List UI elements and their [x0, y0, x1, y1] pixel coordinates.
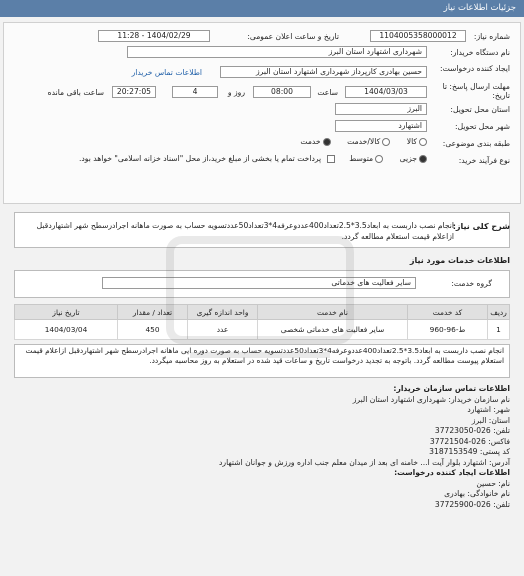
process-radio-group: [79, 154, 427, 163]
days-field: 4: [172, 86, 218, 98]
cell-qty: 450: [118, 320, 188, 340]
treasury-checkbox[interactable]: [327, 154, 335, 163]
category-option-service[interactable]: خدمت: [300, 137, 330, 146]
summary-label: شرح کلی نیاز:: [452, 222, 510, 231]
radio-icon[interactable]: [375, 155, 383, 163]
buyer-label: نام دستگاه خریدار:: [450, 48, 510, 57]
category-label: طبقه بندی موضوعی:: [442, 139, 510, 148]
radio-icon[interactable]: [382, 138, 390, 146]
contact-line: کد پستی: 3187153549: [429, 447, 510, 456]
city-field: اشتهارد: [335, 120, 427, 132]
col-row: ردیف: [488, 305, 510, 320]
service-group-label: گروه خدمت:: [451, 279, 492, 288]
contact-line: استان: البرز: [471, 415, 510, 425]
buyer-field: شهرداری اشتهارد استان البرز: [127, 46, 427, 58]
days-label: روز و: [227, 88, 245, 97]
deadline-time-label: ساعت: [317, 88, 338, 97]
creator-contact-title: اطلاعات ایجاد کننده درخواست:: [394, 468, 510, 477]
contact-line: آدرس: اشتهارد بلوار آیت ا... خامنه ای بعد از میدان معلم جنب اداره ورزش و جوانان اشتهارد: [219, 457, 510, 467]
radio-selected-icon[interactable]: [323, 138, 331, 146]
watermark-logo: [150, 220, 370, 380]
remain-label: ساعت باقی مانده: [47, 88, 104, 97]
creator-line: نام خانوادگی: بهادری: [444, 489, 510, 498]
summary-text: انجام نصب داربست به ابعاد3.5*2.5تعداد400عددوعرفه4*3تعداد50عددتسویه حساب به صورت ماهانه اجرادرسطح شهر اشتهاردقبل ازاعلام قیمت استعلام مطالعه گردد.: [36, 221, 454, 241]
service-group-field: سایر فعالیت های خدماتی: [102, 277, 416, 289]
contact-line: تلفن: 026-37723050: [434, 426, 510, 435]
process-option-medium[interactable]: متوسط: [349, 154, 383, 163]
contact-block: [14, 384, 510, 510]
cell-row: 1: [488, 320, 510, 340]
contact-line: نام سازمان خریدار: شهرداری اشتهارد استان البرز: [352, 394, 510, 404]
cell-unit: عدد: [188, 320, 258, 340]
process-option-minor[interactable]: جزیی: [400, 154, 427, 163]
page-title: جزئیات اطلاعات نیاز: [443, 3, 516, 13]
col-unit: واحد اندازه گیری: [188, 305, 258, 320]
col-name: نام خدمت: [258, 305, 408, 320]
deadline-time-field: 08:00: [253, 86, 311, 98]
services-section-title: اطلاعات خدمات مورد نیاز: [409, 256, 510, 265]
need-number-label: شماره نیاز:: [473, 32, 510, 41]
treasury-note: پرداخت تمام یا بخشی از مبلغ خرید،از محل "اسناد خزانه اسلامی" خواهد بود.: [78, 154, 322, 163]
cell-code: ط-96-960: [408, 320, 488, 340]
contact-line: فاکس: 026-37721504: [429, 436, 510, 446]
city-label: شهر محل تحویل:: [455, 122, 510, 131]
radio-selected-icon[interactable]: [419, 155, 427, 163]
col-date: تاریخ نیاز: [15, 305, 118, 320]
deadline-date-field: 1404/03/03: [345, 86, 427, 98]
checkbox-icon[interactable]: [327, 155, 335, 163]
deadline-label: مهلت ارسال پاسخ: تا تاریخ:: [442, 82, 510, 100]
creator-label: ایجاد کننده درخواست:: [440, 64, 510, 73]
cell-date: 1404/03/04: [15, 320, 118, 340]
buyer-contact-link[interactable]: اطلاعات تماس خریدار: [131, 68, 202, 77]
col-qty: تعداد / مقدار: [118, 305, 188, 320]
creator-field: حسین بهادری کارپرداز شهرداری اشتهارد استان البرز: [220, 66, 427, 78]
province-label: استان محل تحویل:: [450, 105, 510, 114]
buyer-notes-text: انجام نصب داربست به ابعاد3.5*2.5تعداد400عددوعرفه4*3تعداد50عددتسویه حساب به صورت دوره ایی ماهانه اجرادرسطح شهر اشتهاردقبل ازاعلام قیمت استعلام پیوست مطالعه گردد. باتوجه به تجدید درخواست تاریخ و ساعات قید شده در استعلام به روز محاسبه میگردد.: [25, 346, 504, 365]
announce-field: 1404/02/29 - 11:28: [98, 30, 210, 42]
category-radio-group: [300, 137, 427, 146]
need-number-field: 1104005358000012: [370, 30, 466, 42]
radio-icon[interactable]: [419, 138, 427, 146]
page-header: [0, 0, 524, 17]
category-option-goods-service[interactable]: کالا/خدمت: [347, 137, 390, 146]
process-label: نوع فرآیند خرید:: [458, 156, 510, 165]
contact-line: شهر: اشتهارد: [467, 405, 510, 414]
creator-line: نام: حسین: [476, 478, 510, 488]
province-field: البرز: [335, 103, 427, 115]
cell-name: سایر فعالیت های خدماتی شخصی: [258, 320, 408, 340]
category-option-goods[interactable]: کالا: [407, 137, 427, 146]
announce-label: تاریخ و ساعت اعلان عمومی:: [247, 32, 339, 41]
creator-line: تلفن: 026-37725900: [434, 499, 510, 509]
remain-field: 20:27:05: [112, 86, 156, 98]
col-code: کد خدمت: [408, 305, 488, 320]
contact-title: اطلاعات تماس سازمان خریدار:: [393, 384, 510, 393]
